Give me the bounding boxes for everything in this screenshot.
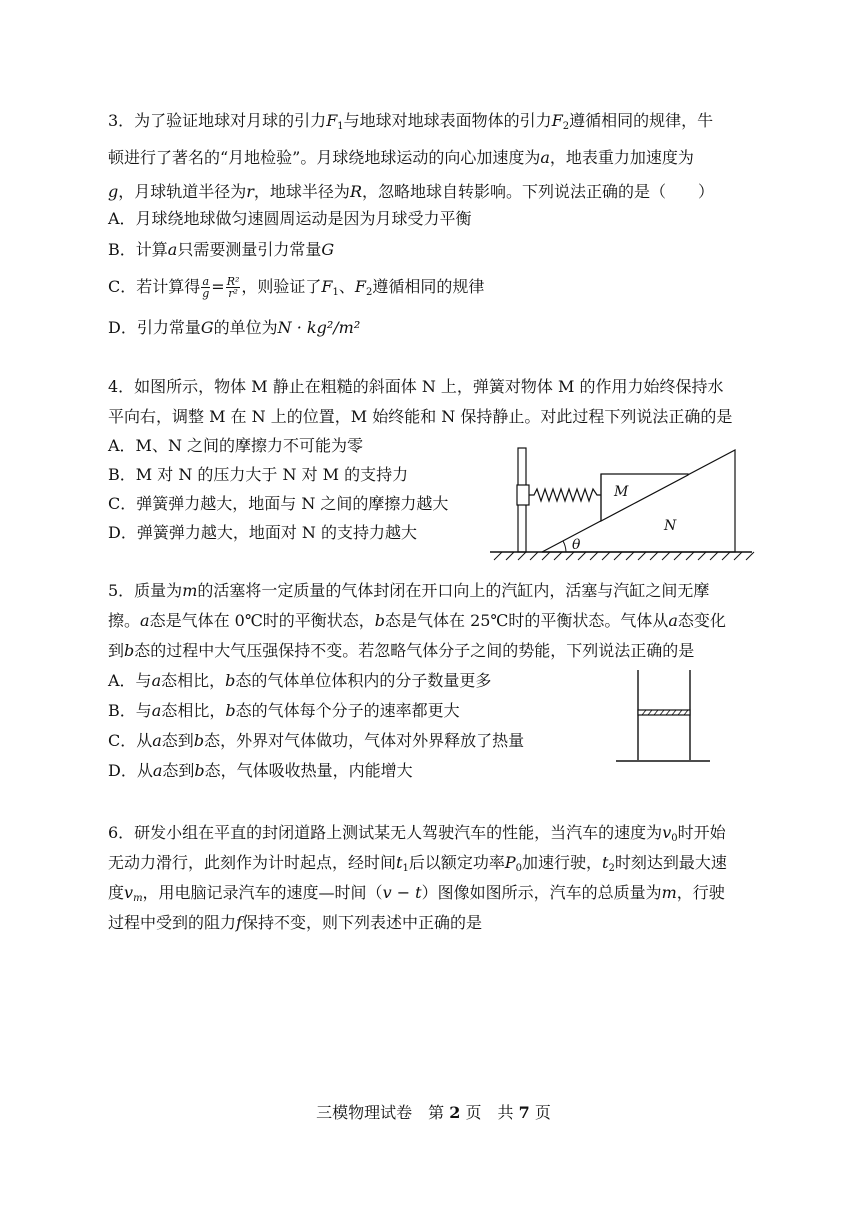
q4-figure-incline-spring <box>490 438 760 562</box>
q5-line3: 到b态的过程中大气压强保持不变。若忽略气体分子之间的势能，下列说法正确的是 <box>108 641 695 660</box>
q6-line4: 过程中受到的阻力f保持不变，则下列表述中正确的是 <box>108 913 482 932</box>
q5-option-c: C．从a态到b态，外界对气体做功，气体对外界释放了热量 <box>108 731 525 750</box>
label-theta: θ <box>572 537 581 553</box>
q5-option-d: D．从a态到b态，气体吸收热量，内能增大 <box>108 761 413 780</box>
label-N: N <box>664 518 677 534</box>
q5-figure-cylinder <box>612 664 716 768</box>
q3-line3: g，月球轨道半径为r，地球半径为R，忽略地球自转影响。下列说法正确的是（ ） <box>108 182 714 201</box>
q6-line3: 度$v_m$，用电脑记录汽车的速度—时间（v − t）图像如图所示，汽车的总质量为m，行驶 <box>108 883 725 904</box>
q5-line1: 5．质量为m的活塞将一定质量的气体封闭在开口向上的汽缸内，活塞与汽缸之间无摩 <box>108 581 710 600</box>
q4-option-d: D．弹簧弹力越大，地面对 N 的支持力越大 <box>108 523 418 542</box>
q4-option-a: A．M、N 之间的摩擦力不可能为零 <box>108 436 364 455</box>
q5-line2: 擦。a态是气体在 0℃时的平衡状态，b态是气体在 25℃时的平衡状态。气体从a态变化 <box>108 611 726 630</box>
q5-option-a: A．与a态相比，b态的气体单位体积内的分子数量更多 <box>108 671 492 690</box>
q4-option-c: C．弹簧弹力越大，地面与 N 之间的摩擦力越大 <box>108 494 449 513</box>
q4-line1: 4．如图所示，物体 M 静止在粗糙的斜面体 N 上，弹簧对物体 M 的作用力始终保持水 <box>108 377 724 396</box>
q6-line2: 无动力滑行，此刻作为计时起点，经时间$t_1$后以额定功率$P_0$加速行驶，$t_2$时刻达到最大速 <box>108 853 727 874</box>
q3-option-b: B．计算a只需要测量引力常量G <box>108 240 335 259</box>
q5-option-b: B．与a态相比，b态的气体每个分子的速率都更大 <box>108 701 460 720</box>
q4-line2: 平向右，调整 M 在 N 上的位置，M 始终能和 N 保持静止。对此过程下列说法正确的是 <box>108 407 733 426</box>
q3-option-a: A．月球绕地球做匀速圆周运动是因为月球受力平衡 <box>108 209 472 228</box>
q3-option-d: D．引力常量G的单位为N · kg²/m² <box>108 318 361 337</box>
q6-line1: 6．研发小组在平直的封闭道路上测试某无人驾驶汽车的性能，当汽车的速度为$v_0$时开始 <box>108 823 726 844</box>
page-number: 2 <box>449 1103 461 1122</box>
spring <box>529 489 601 501</box>
page-total: 7 <box>518 1103 530 1122</box>
q3-option-c: C．若计算得 $\frac{a}{g}$ = $\frac{\text{R²}}{\text{r²}}$ ，则验证了$F_1$、$F_2$遵循相同的规律 <box>108 275 485 300</box>
page-footer: 三模物理试卷 第 2 页 共 7 页 <box>316 1103 551 1122</box>
q4-option-b: B．M 对 N 的压力大于 N 对 M 的支持力 <box>108 465 409 484</box>
q3-line2: 顿进行了著名的“月地检验”。月球绕地球运动的向心加速度为a，地表重力加速度为 <box>108 148 694 167</box>
spring-mount <box>517 485 529 505</box>
label-M: M <box>614 484 629 500</box>
fraction-a-over-g: $\frac{a}{g}$ <box>202 275 210 300</box>
q3-line1: 3．为了验证地球对月球的引力$F_1$与地球对地球表面物体的引力$F_2$遵循相同的规律，牛 <box>108 111 714 132</box>
fraction-R2-over-r2: $\frac{\text{R²}}{\text{r²}}$ <box>226 275 240 300</box>
